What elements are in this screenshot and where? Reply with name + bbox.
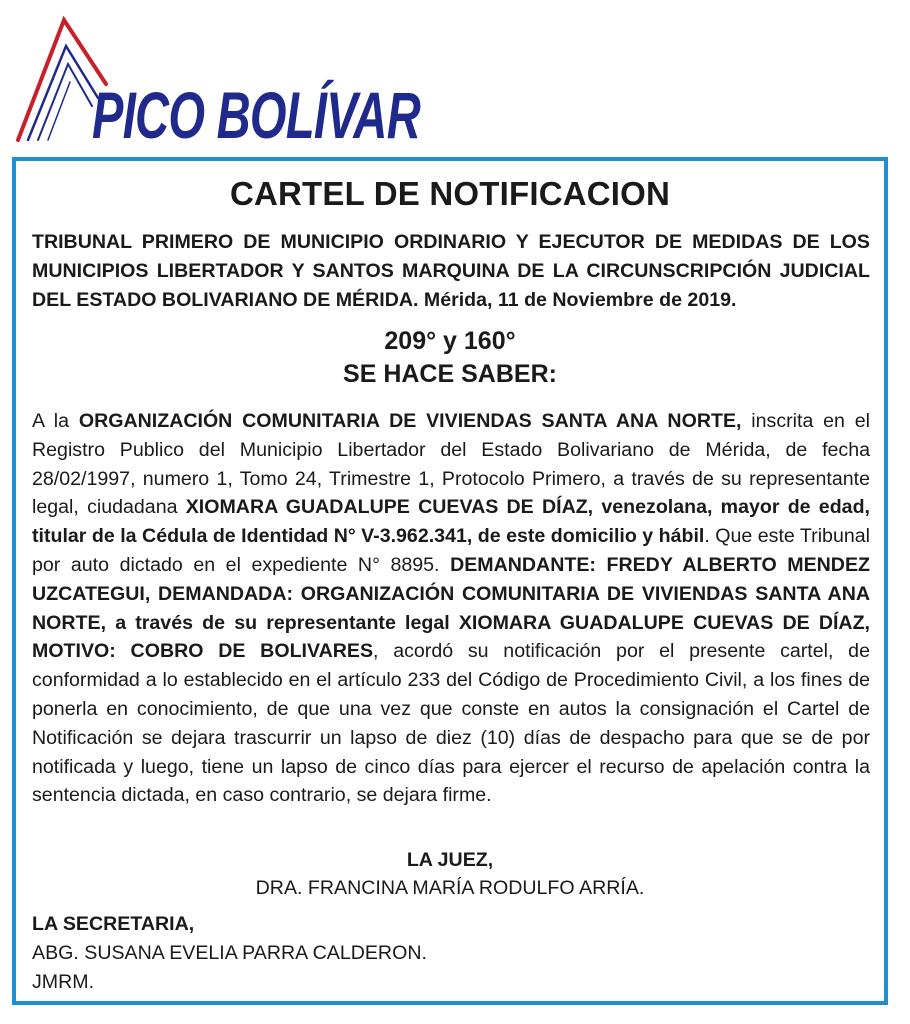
logo-text: PICO BOLÍVAR	[92, 78, 421, 152]
body-segment: . Que este Tribunal por auto dictado en el expediente N° 8895.	[32, 525, 870, 576]
initials: JMRM.	[32, 971, 95, 993]
notice-title: CARTEL DE NOTIFICACION	[229, 175, 671, 212]
pico-bolivar-logo	[14, 12, 424, 152]
body-bold-segment: DEMANDANTE: FREDY ALBERTO MENDEZ UZCATEGUI, DEMANDADA: ORGANIZACIÓN COMUNITARIA DE VIVIENDAS SANTA ANA NORTE, a través de su representante legal XIOMARA GUADALUPE CUEVAS DE DÍAZ, MOTIVO: COBRO DE BOLIVARES	[32, 553, 870, 663]
judge-title: LA JUEZ,	[406, 849, 494, 871]
notice-body	[32, 407, 870, 810]
judge-name: DRA. FRANCINA MARÍA RODULFO ARRÍA.	[255, 877, 645, 899]
body-bold-segment: ORGANIZACIÓN COMUNITARIA DE VIVIENDAS SANTA ANA NORTE,	[78, 410, 742, 432]
body-bold-segment: XIOMARA GUADALUPE CUEVAS DE DÍAZ, venezolana, mayor de edad, titular de la Cédula de Identidad N° V-3.962.341, de este domicilio y hábil	[32, 496, 870, 548]
body-segment: , acordó su notificación por el presente cartel, de conformidad a lo establecido en el artículo 233 del Código de Procedimiento Civil, a los fines de ponerla en conocimiento, de que una vez que conste en autos la consignación el Cartel de Notificación se dejara trascurrir un lapso de diez (10) días de despacho para que se de por notificada y luego, tiene un lapso de cinco días para ejercer el recurso de apelación contra la sentencia dictada, en caso contrario, se dejara firme.	[32, 640, 870, 807]
secretary-title: LA SECRETARIA,	[32, 913, 195, 935]
body-segment: A la	[32, 410, 79, 432]
secretary-name: ABG. SUSANA EVELIA PARRA CALDERON.	[32, 942, 427, 964]
body-segment: inscrita en el Registro Publico del Municipio Libertador del Estado Bolivariano de Mérida, de fecha 28/02/1997, numero 1, Tomo 24, Trimestre 1, Protocolo Primero, a través de su representante legal, ciudadana	[32, 410, 870, 519]
independence-years: 209° y 160°	[384, 327, 516, 355]
notice-frame	[12, 157, 888, 1005]
court-heading: TRIBUNAL PRIMERO DE MUNICIPIO ORDINARIO Y EJECUTOR DE MEDIDAS DE LOS MUNICIPIOS LIBERTADOR Y SANTOS MARQUINA DE LA CIRCUNSCRIPCIÓN JUDICIAL DEL ESTADO BOLIVARIANO DE MÉRIDA. Mérida, 11 de Noviembre de 2019.	[32, 231, 870, 311]
announcement-heading: SE HACE SABER:	[343, 360, 557, 388]
